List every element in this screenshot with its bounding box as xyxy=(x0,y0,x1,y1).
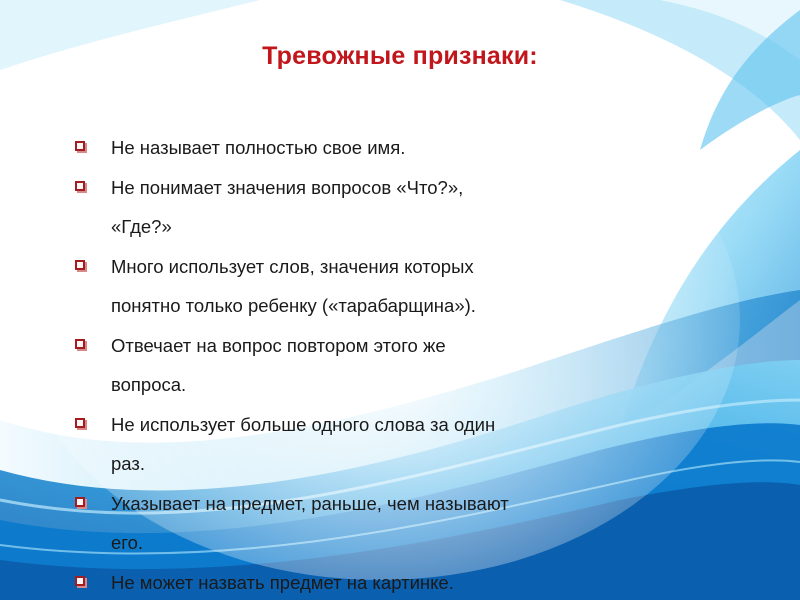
list-item xyxy=(74,247,634,326)
bullet-text-line: понятно только ребенку («тарабарщина»). xyxy=(111,295,476,316)
bullet-text-line: Указывает на предмет, раньше, чем называют xyxy=(111,492,509,514)
square-checkbox-icon xyxy=(75,339,85,349)
list-item xyxy=(74,128,634,168)
square-checkbox-icon xyxy=(75,576,85,586)
bullet-list xyxy=(74,128,634,600)
square-checkbox-icon xyxy=(75,260,85,270)
square-checkbox-icon xyxy=(75,418,85,428)
bullet-text-line: Не может назвать предмет на картинке. xyxy=(111,571,454,593)
list-item xyxy=(74,405,634,484)
list-item xyxy=(74,326,634,405)
bullet-text-line: Много использует слов, значения которых xyxy=(111,255,474,277)
bullet-text-line: Не понимает значения вопросов «Что?», xyxy=(111,176,464,198)
square-checkbox-icon xyxy=(75,497,85,507)
bullet-text-line: Не использует больше одного слова за один xyxy=(111,413,496,435)
bullet-text-line: Отвечает на вопрос повтором этого же xyxy=(111,334,446,356)
list-item xyxy=(74,484,634,563)
bullet-text-line: его. xyxy=(111,532,144,553)
list-item xyxy=(74,168,634,247)
bullet-text-line: Не называет полностью свое имя. xyxy=(111,137,406,158)
bullet-text-line: раз. xyxy=(111,453,145,474)
bullet-text-line: «Где?» xyxy=(111,216,172,237)
square-checkbox-icon xyxy=(75,141,85,151)
square-checkbox-icon xyxy=(75,181,85,191)
slide-title: Тревожные признаки: xyxy=(262,42,538,70)
list-item xyxy=(74,563,634,600)
bullet-text-line: вопроса. xyxy=(111,374,187,395)
